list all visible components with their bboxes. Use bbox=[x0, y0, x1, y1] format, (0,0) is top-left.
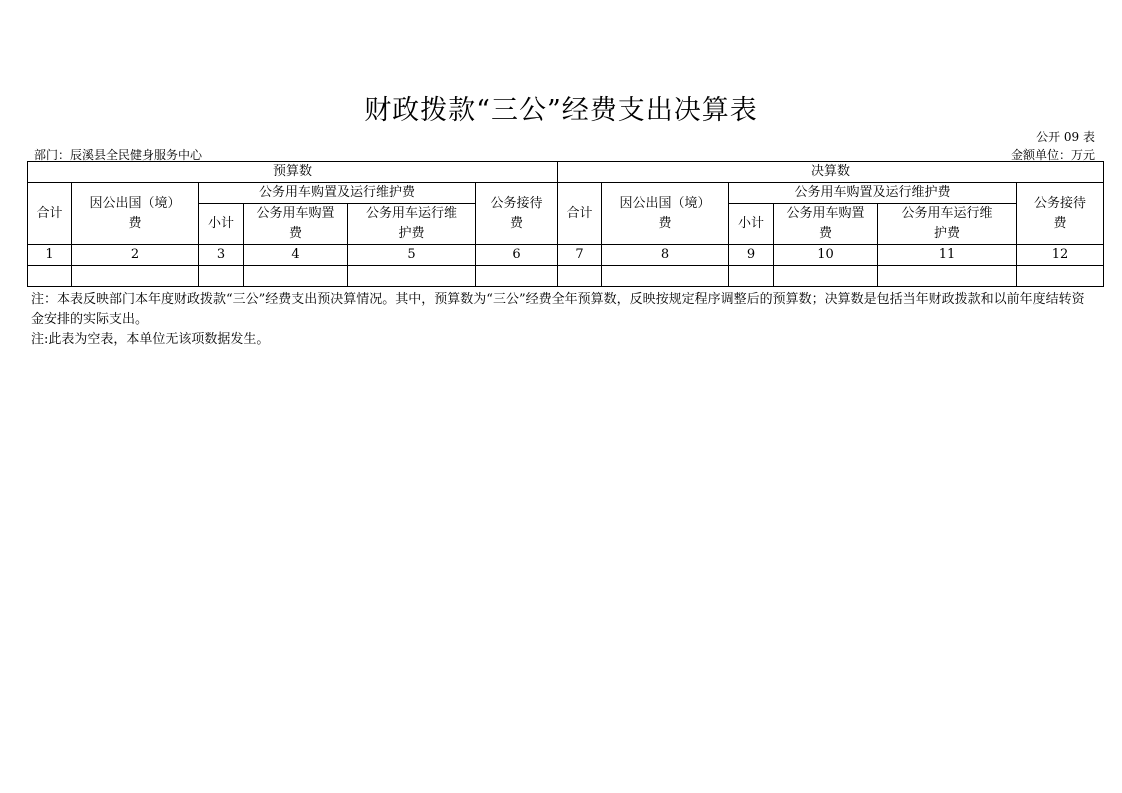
empty-cell bbox=[602, 266, 729, 287]
empty-cell bbox=[558, 266, 602, 287]
final-header: 决算数 bbox=[558, 162, 1104, 183]
empty-cell bbox=[878, 266, 1017, 287]
empty-cell bbox=[199, 266, 244, 287]
budget-reception-header bbox=[476, 183, 558, 245]
column-index-cell: 4 bbox=[244, 245, 348, 266]
budget-vehicle-operation-header bbox=[348, 204, 476, 245]
explanation-note: 注：本表反映部门本年度财政拨款“三公”经费支出预决算情况。其中，预算数为“三公”经费全年预算数，反映按规定程序调整后的预算数；决算数是包括当年财政拨款和以前年度结转资金安排的实际支出。 bbox=[31, 292, 1085, 327]
final-vehicle-operation-header bbox=[878, 204, 1017, 245]
column-index-cell: 8 bbox=[602, 245, 729, 266]
column-index-cell: 12 bbox=[1017, 245, 1104, 266]
column-index-cell: 3 bbox=[199, 245, 244, 266]
header-text: 费 bbox=[128, 215, 142, 231]
budget-vehicle-purchase-header bbox=[244, 204, 348, 245]
header-text: 公务接待 bbox=[1034, 195, 1087, 211]
empty-data-row bbox=[28, 266, 1104, 287]
header-text: 公务接待 bbox=[490, 195, 543, 211]
final-abroad-header bbox=[602, 183, 729, 245]
department-label: 部门：辰溪县全民健身服务中心 bbox=[34, 148, 203, 162]
header-text: 因公出国（境） bbox=[89, 195, 181, 211]
budget-subtotal-header: 小计 bbox=[199, 204, 244, 245]
empty-cell bbox=[28, 266, 72, 287]
page-title: 财政拨款“三公”经费支出决算表 bbox=[364, 95, 758, 126]
column-index-cell: 9 bbox=[729, 245, 774, 266]
empty-cell bbox=[244, 266, 348, 287]
empty-cell bbox=[348, 266, 476, 287]
header-text: 费 bbox=[819, 226, 833, 241]
header-text: 公务用车运行维 bbox=[365, 206, 457, 221]
column-index-row bbox=[28, 245, 1104, 266]
column-index-cell: 2 bbox=[72, 245, 199, 266]
header-text: 公务用车购置 bbox=[256, 206, 335, 221]
header-text: 公务用车运行维 bbox=[901, 206, 993, 221]
empty-table-note: 注:此表为空表，本单位无该项数据发生。 bbox=[31, 332, 270, 347]
header-text: 费 bbox=[288, 226, 302, 241]
header-text: 护费 bbox=[398, 226, 425, 241]
form-number: 公开 09 表 bbox=[1036, 130, 1095, 144]
header-text: 因公出国（境） bbox=[619, 195, 711, 211]
column-index-cell: 7 bbox=[558, 245, 602, 266]
final-vehicle-purchase-header bbox=[774, 204, 878, 245]
header-text: 费 bbox=[510, 215, 524, 231]
column-index-cell: 11 bbox=[878, 245, 1017, 266]
empty-cell bbox=[729, 266, 774, 287]
header-text: 费 bbox=[1053, 215, 1067, 231]
empty-cell bbox=[1017, 266, 1104, 287]
header-text: 公务用车购置 bbox=[786, 206, 865, 221]
budget-abroad-header bbox=[72, 183, 199, 245]
column-index-cell: 5 bbox=[348, 245, 476, 266]
budget-vehicle-group-header: 公务用车购置及运行维护费 bbox=[199, 183, 476, 204]
header-text: 费 bbox=[658, 215, 672, 231]
table-header-row-1 bbox=[28, 162, 1104, 183]
final-vehicle-group-header: 公务用车购置及运行维护费 bbox=[729, 183, 1017, 204]
empty-cell bbox=[774, 266, 878, 287]
column-index-cell: 1 bbox=[28, 245, 72, 266]
table-header-row-2 bbox=[28, 183, 1104, 204]
header-text: 护费 bbox=[934, 226, 961, 241]
budget-header: 预算数 bbox=[28, 162, 558, 183]
empty-cell bbox=[476, 266, 558, 287]
column-index-cell: 6 bbox=[476, 245, 558, 266]
final-subtotal-header: 小计 bbox=[729, 204, 774, 245]
amount-unit-label: 金额单位：万元 bbox=[1010, 148, 1095, 162]
column-index-cell: 10 bbox=[774, 245, 878, 266]
final-reception-header bbox=[1017, 183, 1104, 245]
final-total-header: 合计 bbox=[558, 183, 602, 245]
empty-cell bbox=[72, 266, 199, 287]
budget-total-header: 合计 bbox=[28, 183, 72, 245]
three-public-expenses-table bbox=[27, 161, 1104, 287]
